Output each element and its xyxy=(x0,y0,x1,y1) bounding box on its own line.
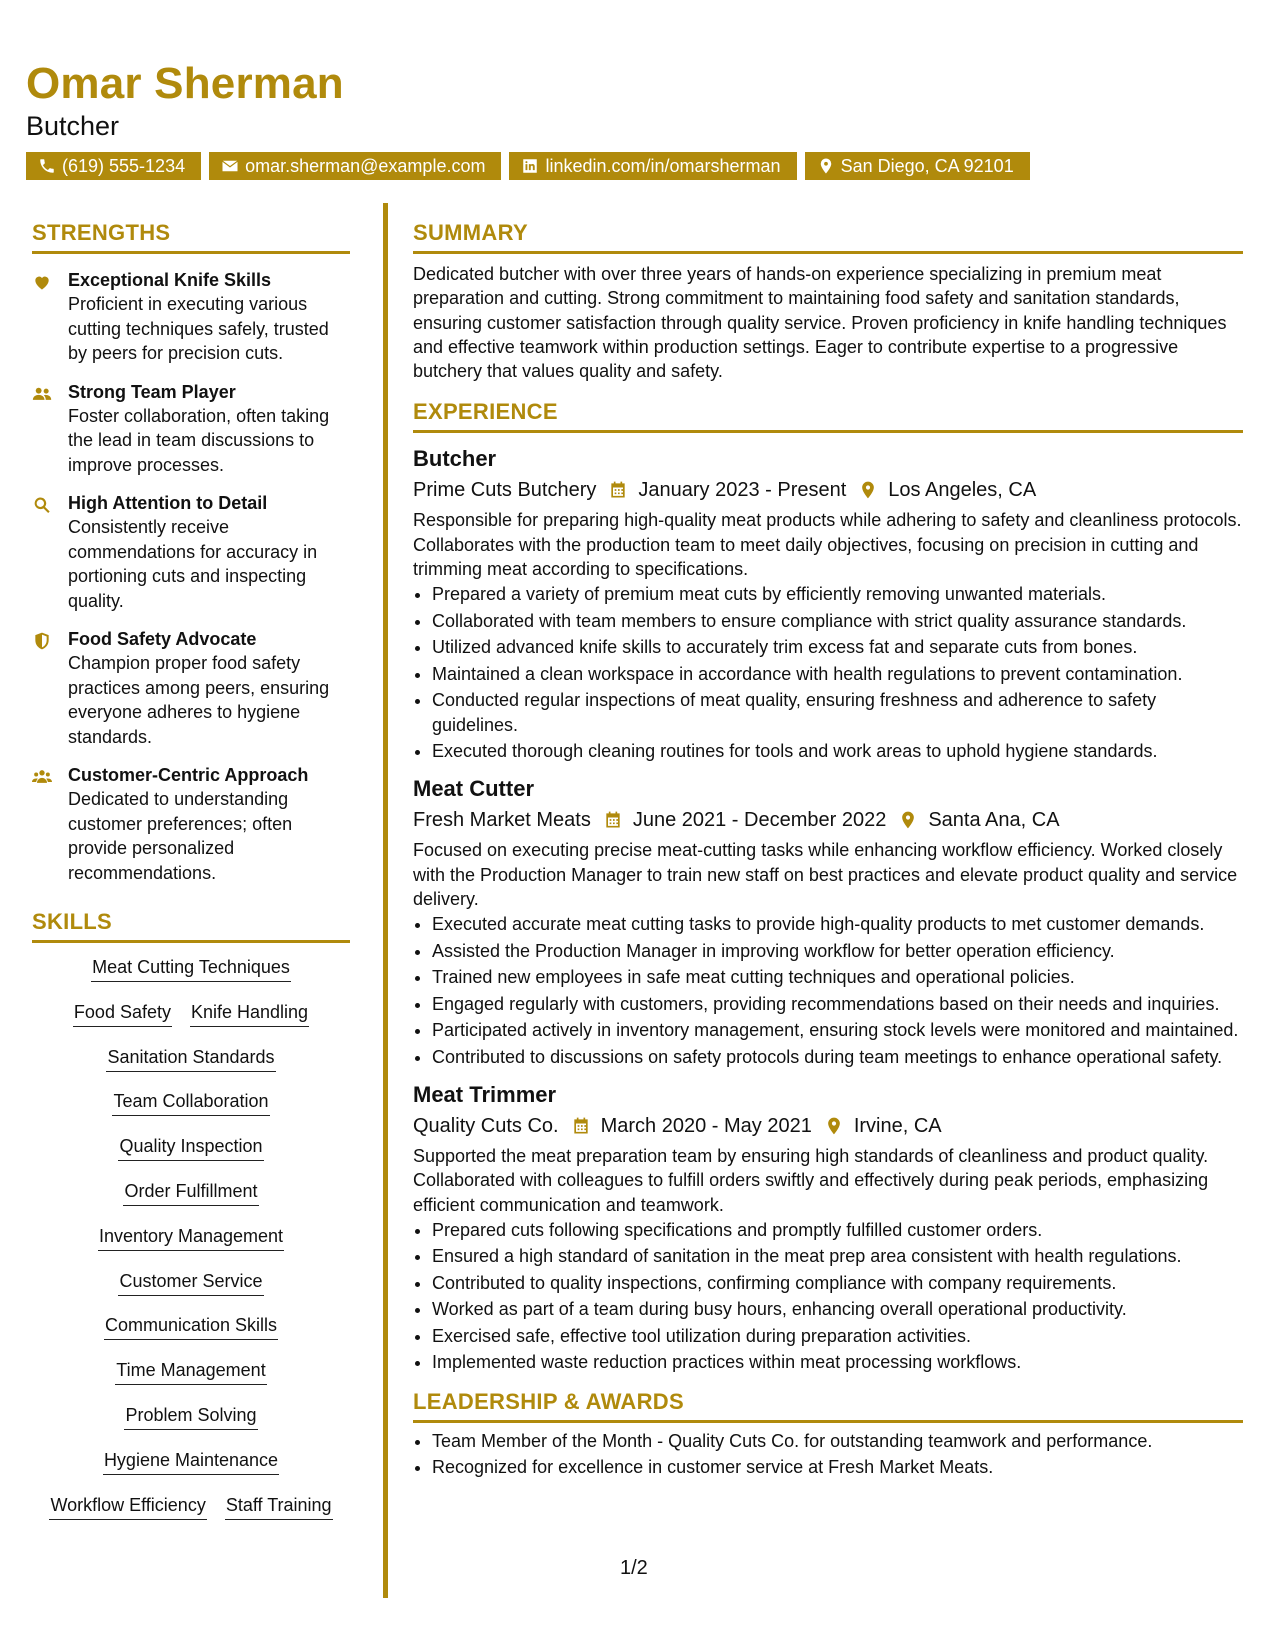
job-bullets xyxy=(413,1218,1243,1375)
strength-desc: Proficient in executing various cutting techniques safely, trusted by peers for precision cuts. xyxy=(68,294,329,363)
search-icon xyxy=(32,495,52,515)
job-bullet: • Participated actively in inventory management, ensuring stock levels were monitored and maintained. xyxy=(432,1018,1243,1042)
job-meta xyxy=(413,476,1243,504)
heart-icon xyxy=(32,272,52,292)
job-description: Responsible for preparing high-quality meat products while adhering to safety and cleanliness protocols. Collaborates with the production team to meet daily objectives, focusing on precision in cutting and trimming meat according to specifications. xyxy=(413,510,1242,580)
contact-email[interactable] xyxy=(209,152,501,180)
job-bullet: • Prepared a variety of premium meat cuts by efficiently removing unwanted materials. xyxy=(432,582,1243,606)
skill-row xyxy=(123,1179,258,1224)
experience-section xyxy=(413,399,1243,1374)
skills-section xyxy=(32,909,350,1537)
calendar-icon xyxy=(571,1116,591,1136)
map-pin-icon xyxy=(817,157,835,175)
strength-desc: Consistently receive commendations for accuracy in portioning cuts and inspecting quality. xyxy=(68,517,318,611)
skill-row xyxy=(103,1448,279,1493)
strength-item xyxy=(32,380,350,478)
location-text: San Diego, CA 92101 xyxy=(840,156,1014,176)
skill-tag: Sanitation Standards xyxy=(106,1045,275,1072)
skill-row xyxy=(49,1493,332,1538)
skill-tag: Time Management xyxy=(115,1358,266,1385)
strength-item xyxy=(32,491,350,613)
strength-desc: Foster collaboration, often taking the lead in team discussions to improve processes. xyxy=(68,405,330,475)
job-title: Butcher xyxy=(413,446,497,472)
strength-item xyxy=(32,627,350,749)
job-bullets xyxy=(413,912,1243,1069)
job-bullet: • Worked as part of a team during busy hours, enhancing overall operational productivity. xyxy=(432,1297,1243,1321)
skill-tag: Staff Training xyxy=(225,1493,333,1520)
job-dates: March 2020 - May 2021 xyxy=(600,1115,812,1137)
leadership-section xyxy=(413,1389,1243,1480)
skill-row xyxy=(91,955,291,1000)
job-bullet: • Maintained a clean workspace in accordance with health regulations to prevent contamination. xyxy=(432,662,1243,686)
left-column xyxy=(32,220,350,1537)
job-dates: January 2023 - Present xyxy=(638,479,847,502)
job-company: Fresh Market Meats xyxy=(413,809,591,832)
strength-desc: Dedicated to understanding customer preferences; often provide personalized recommendations. xyxy=(68,789,293,883)
skill-row xyxy=(104,1313,278,1358)
right-column xyxy=(413,220,1243,1482)
strength-title: Strong Team Player xyxy=(68,381,236,402)
strength-title: Customer-Centric Approach xyxy=(68,765,309,785)
calendar-icon xyxy=(603,810,623,830)
strength-item xyxy=(32,763,350,885)
job-bullet: • Ensured a high standard of sanitation in the meat prep area consistent with health regulations. xyxy=(432,1244,1243,1268)
skill-row xyxy=(73,1000,309,1045)
job-bullet: • Collaborated with team members to ensure compliance with strict quality assurance standards. xyxy=(432,609,1243,633)
job-bullet: • Conducted regular inspections of meat quality, ensuring freshness and adherence to safety guidelines. xyxy=(432,688,1243,737)
skill-tag: Knife Handling xyxy=(190,1000,309,1027)
job-title: Meat Trimmer xyxy=(413,1082,557,1107)
job-company: Prime Cuts Butchery xyxy=(413,479,597,502)
email-text: omar.sherman@example.com xyxy=(245,156,486,176)
skill-tag: Food Safety xyxy=(73,1000,172,1027)
skills-list xyxy=(32,955,350,1537)
job-dates: June 2021 - December 2022 xyxy=(632,809,887,832)
skill-row xyxy=(112,1089,269,1134)
skill-tag: Inventory Management xyxy=(98,1224,284,1251)
job-bullet: • Engaged regularly with customers, providing recommendations based on their needs and inquiries. xyxy=(432,992,1243,1016)
skill-tag: Customer Service xyxy=(118,1269,263,1296)
job-title: Meat Cutter xyxy=(413,776,535,802)
job-location: Santa Ana, CA xyxy=(928,809,1060,832)
shield-icon xyxy=(32,631,52,651)
skill-row xyxy=(118,1269,263,1314)
map-pin-icon xyxy=(858,480,878,500)
skill-row xyxy=(115,1358,266,1403)
job-entry xyxy=(413,775,1243,1069)
strengths-heading: STRENGTHS xyxy=(32,220,350,254)
job-description: Focused on executing precise meat-cutting tasks while enhancing workflow efficiency. Worked closely with the Production Manager to train new staff on best practices and elevate product quality and service delivery. xyxy=(413,840,1238,909)
contact-linkedin[interactable] xyxy=(509,152,796,180)
strength-title: Exceptional Knife Skills xyxy=(68,270,272,290)
skill-tag: Meat Cutting Techniques xyxy=(91,955,291,982)
job-bullet: • Assisted the Production Manager in improving workflow for better operation efficiency. xyxy=(432,939,1243,963)
job-bullet: • Executed accurate meat cutting tasks to provide high-quality products to met customer demands. xyxy=(432,912,1243,936)
envelope-icon xyxy=(221,157,239,175)
job-bullet: • Exercised safe, effective tool utilization during preparation activities. xyxy=(432,1324,1243,1348)
award-bullet: • Recognized for excellence in customer service at Fresh Market Meats. xyxy=(432,1455,1243,1479)
skill-tag: Hygiene Maintenance xyxy=(103,1448,279,1475)
resume-title: Butcher xyxy=(26,111,120,141)
calendar-icon xyxy=(608,480,628,500)
job-location: Irvine, CA xyxy=(853,1115,942,1137)
leadership-list xyxy=(413,1429,1243,1480)
job-bullet: • Executed thorough cleaning routines for tools and work areas to uphold hygiene standards. xyxy=(432,739,1243,763)
job-company: Quality Cuts Co. xyxy=(413,1115,559,1137)
contact-location xyxy=(805,152,1030,180)
skill-tag: Workflow Efficiency xyxy=(49,1493,206,1520)
contact-bar xyxy=(26,152,1030,180)
linkedin-icon xyxy=(521,157,539,175)
skill-tag: Order Fulfillment xyxy=(123,1179,258,1206)
experience-heading: EXPERIENCE xyxy=(413,399,1243,433)
job-meta xyxy=(413,806,1243,834)
skill-tag: Quality Inspection xyxy=(118,1134,263,1161)
map-pin-icon xyxy=(824,1116,844,1136)
job-entry xyxy=(413,445,1243,763)
group-icon xyxy=(32,767,52,787)
users-icon xyxy=(32,384,52,404)
resume-name: Omar Sherman xyxy=(26,59,344,108)
strength-desc: Champion proper food safety practices among peers, ensuring everyone adheres to hygiene standards. xyxy=(68,653,330,747)
column-divider xyxy=(383,203,388,1598)
skill-row xyxy=(98,1224,284,1269)
jobs-list xyxy=(413,445,1243,1374)
summary-text: Dedicated butcher with over three years of hands-on experience specializing in premium meat preparation and cutting. Strong commitment to maintaining food safety and sanitation standards, ensuring customer satisfaction through quality service. Proven proficiency in knife handling techniques and effective teamwork within production settings. Eager to contribute expertise to a progressive butchery that values quality and safety. xyxy=(413,264,1227,382)
leadership-heading: LEADERSHIP & AWARDS xyxy=(413,1389,1243,1423)
job-bullets xyxy=(413,582,1243,763)
job-bullet: • Contributed to discussions on safety protocols during team meetings to enhance operational safety. xyxy=(432,1045,1243,1069)
job-bullet: • Contributed to quality inspections, confirming compliance with company requirements. xyxy=(432,1271,1243,1295)
job-entry xyxy=(413,1081,1243,1375)
phone-icon xyxy=(38,157,56,175)
linkedin-text: linkedin.com/in/omarsherman xyxy=(545,156,781,176)
job-bullet: • Trained new employees in safe meat cutting techniques and operational policies. xyxy=(432,965,1243,989)
skill-tag: Problem Solving xyxy=(124,1403,257,1430)
skill-tag: Team Collaboration xyxy=(112,1089,269,1116)
skills-heading: SKILLS xyxy=(32,909,350,943)
skill-row xyxy=(124,1403,257,1448)
job-location: Los Angeles, CA xyxy=(888,479,1037,502)
job-bullet: • Prepared cuts following specifications and promptly fulfilled customer orders. xyxy=(432,1218,1243,1242)
job-bullet: • Implemented waste reduction practices within meat processing workflows. xyxy=(432,1350,1243,1374)
strength-title: High Attention to Detail xyxy=(68,493,268,513)
map-pin-icon xyxy=(898,810,918,830)
job-meta xyxy=(413,1112,1243,1140)
skill-row xyxy=(118,1134,263,1179)
award-bullet: • Team Member of the Month - Quality Cuts Co. for outstanding teamwork and performance. xyxy=(432,1429,1243,1453)
skill-tag: Communication Skills xyxy=(104,1313,278,1340)
page-number: 1/2 xyxy=(620,1557,648,1579)
job-description: Supported the meat preparation team by ensuring high standards of cleanliness and product quality. Collaborated with colleagues to fulfill orders swiftly and effectively during peak periods, emphasizing efficient communication and teamwork. xyxy=(413,1146,1209,1215)
summary-heading: SUMMARY xyxy=(413,220,1243,254)
skill-row xyxy=(106,1045,275,1090)
strength-title: Food Safety Advocate xyxy=(68,629,257,649)
strength-item xyxy=(32,268,350,366)
phone-text: (619) 555-1234 xyxy=(62,156,186,176)
contact-phone[interactable] xyxy=(26,152,201,180)
job-bullet: • Utilized advanced knife skills to accurately trim excess fat and separate cuts from bones. xyxy=(432,635,1243,659)
